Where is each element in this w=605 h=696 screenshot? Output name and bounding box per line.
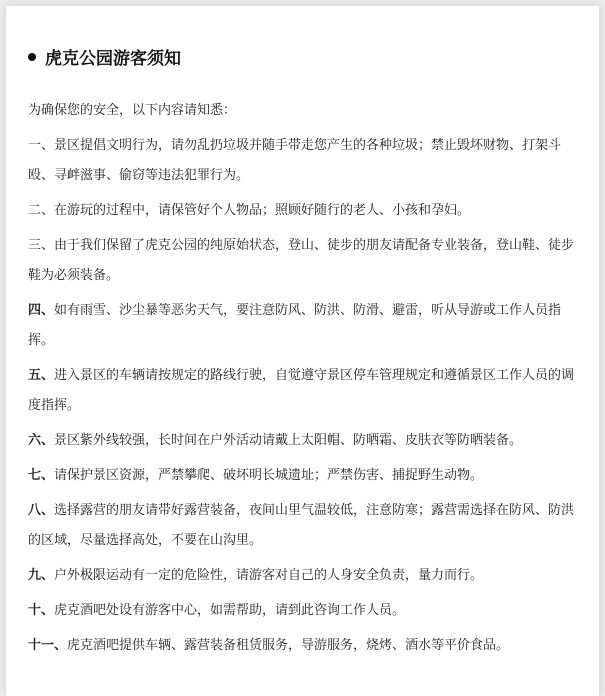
item-number: 四、: [28, 303, 55, 318]
notice-item: [28, 361, 582, 421]
item-text: 由于我们保留了虎克公园的纯原始状态，登山、徒步的朋友请配备专业装备，登山鞋、徒步鞋为必须装备。: [28, 238, 575, 283]
item-text: 景区提倡文明行为，请勿乱扔垃圾并随手带走您产生的各种垃圾；禁止毁坏财物、打架斗殴、寻衅滋事、偷窃等违法犯罪行为。: [28, 138, 562, 183]
notice-item: [28, 596, 582, 626]
notice-item: [28, 296, 582, 356]
notice-item: [28, 196, 582, 226]
item-text: 进入景区的车辆请按规定的路线行驶，自觉遵守景区停车管理规定和遵循景区工作人员的调度指挥。: [28, 368, 575, 413]
intro-text: 为确保您的安全，以下内容请知悉：: [28, 103, 237, 118]
notice-content: [28, 96, 582, 666]
item-number: 五、: [28, 368, 55, 383]
item-text: 虎克酒吧提供车辆、露营装备租赁服务，导游服务，烧烤、酒水等平价食品。: [67, 638, 510, 653]
item-number: 七、: [28, 468, 55, 483]
item-number: 十、: [28, 603, 55, 618]
notice-item: [28, 461, 582, 491]
item-text: 户外极限运动有一定的危险性，请游客对自己的人身安全负责，量力而行。: [54, 568, 484, 583]
notice-item: [28, 496, 582, 556]
item-text: 虎克酒吧处设有游客中心，如需帮助，请到此咨询工作人员。: [54, 603, 406, 618]
bullet-icon: [28, 53, 36, 61]
item-number: 九、: [28, 568, 55, 583]
item-number: 一、: [28, 138, 55, 153]
item-text: 景区紫外线较强，长时间在户外活动请戴上太阳帽、防晒霜、皮肤衣等防晒装备。: [54, 433, 523, 448]
item-number: 三、: [28, 238, 55, 253]
item-text: 如有雨雪、沙尘暴等恶劣天气，要注意防风、防洪、防滑、避雷，听从导游或工作人员指挥。: [28, 303, 562, 348]
page-title: [28, 44, 181, 69]
item-text: 选择露营的朋友请带好露营装备，夜间山里气温较低，注意防寒；露营需选择在防风、防洪的区域，尽量选择高处，不要在山沟里。: [28, 503, 575, 548]
item-number: 二、: [28, 203, 55, 218]
notice-item: [28, 131, 582, 191]
notice-item: [28, 561, 582, 591]
title-text: 虎克公园游客须知: [45, 49, 181, 69]
item-number: 十一、: [28, 638, 68, 653]
notice-item: [28, 231, 582, 291]
notice-item: [28, 426, 582, 456]
notice-card: [6, 6, 599, 696]
item-number: 八、: [28, 503, 55, 518]
item-text: 请保护景区资源，严禁攀爬、破坏明长城遗址；严禁伤害、捕捉野生动物。: [54, 468, 484, 483]
item-number: 六、: [28, 433, 55, 448]
notice-list: [28, 131, 582, 661]
item-text: 在游玩的过程中，请保管好个人物品；照顾好随行的老人、小孩和孕妇。: [54, 203, 471, 218]
notice-item: [28, 631, 582, 661]
